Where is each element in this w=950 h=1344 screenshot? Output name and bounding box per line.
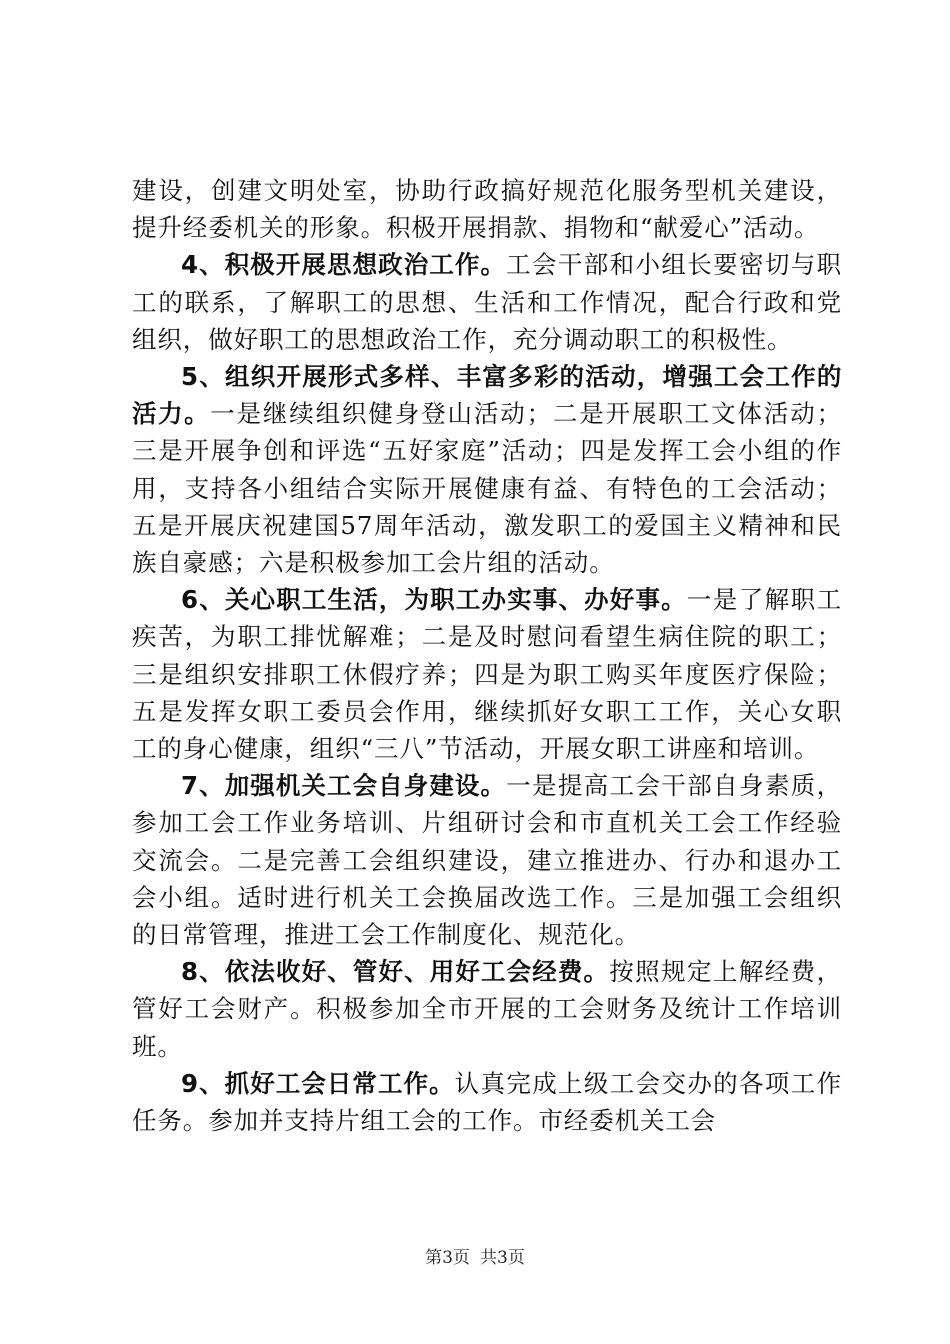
paragraph-lead: 4、积极开展思想政治工作。	[181, 250, 507, 280]
paragraph-2	[132, 246, 842, 358]
page-number-current: 第3页	[425, 1248, 470, 1268]
paragraph-7	[132, 1065, 842, 1139]
paragraph-lead: 8、依法收好、管好、用好工会经费。	[181, 957, 610, 987]
paragraph-lead: 7、加强机关工会自身建设。	[181, 771, 507, 801]
paragraph-6	[132, 953, 842, 1065]
paragraph-3	[132, 358, 842, 581]
page-footer	[0, 1243, 950, 1268]
paragraph-text: 一是继续组织健身登山活动；二是开展职工文体活动；三是开展争创和评选“五好家庭”活动；四是发挥工会小组的作用，支持各小组结合实际开展健康有益、有特色的工会活动；五是开展庆祝建国57周年活动，激发职工的爱国主义精神和民族自豪感；六是积极参加工会片组的活动。	[132, 399, 842, 578]
paragraph-lead: 9、抓好工会日常工作。	[181, 1068, 455, 1098]
paragraph-5	[132, 767, 842, 953]
paragraph-text: 建设，创建文明处室，协助行政搞好规范化服务型机关建设，提升经委机关的形象。积极开展捐款、捐物和“献爱心”活动。	[132, 176, 842, 243]
paragraph-1	[132, 172, 842, 246]
paragraph-text: 工会干部和小组长要密切与职工的联系，了解职工的思想、生活和工作情况，配合行政和党组织，做好职工的思想政治工作，充分调动职工的积极性。	[132, 250, 842, 354]
paragraph-text: 按照规定上解经费，管好工会财产。积极参加全市开展的工会财务及统计工作培训班。	[132, 957, 842, 1061]
paragraph-text: 一是提高工会干部自身素质，参加工会工作业务培训、片组研讨会和市直机关工会工作经验交流会。二是完善工会组织建设，建立推进办、行办和退办工会小组。适时进行机关工会换届改选工作。三是加强工会组织的日常管理，推进工会工作制度化、规范化。	[132, 771, 842, 950]
paragraph-text: 认真完成上级工会交办的各项工作任务。参加并支持片组工会的工作。市经委机关工会	[132, 1068, 842, 1136]
page-number-total: 共3页	[480, 1248, 525, 1268]
paragraph-lead: 6、关心职工生活，为职工办实事、办好事。	[181, 585, 687, 615]
paragraph-4	[132, 581, 842, 767]
paragraph-lead: 5、组织开展形式多样、丰富多彩的活动，增强工会工作的活力。	[132, 362, 842, 429]
document-body	[132, 172, 842, 1139]
paragraph-text: 一是了解职工疾苦，为职工排忧解难；二是及时慰问看望生病住院的职工；三是组织安排职工休假疗养；四是为职工购买年度医疗保险；五是发挥女职工委员会作用，继续抓好女职工工作，关心女职工的身心健康，组织“三八”节活动，开展女职工讲座和培训。	[132, 585, 843, 764]
